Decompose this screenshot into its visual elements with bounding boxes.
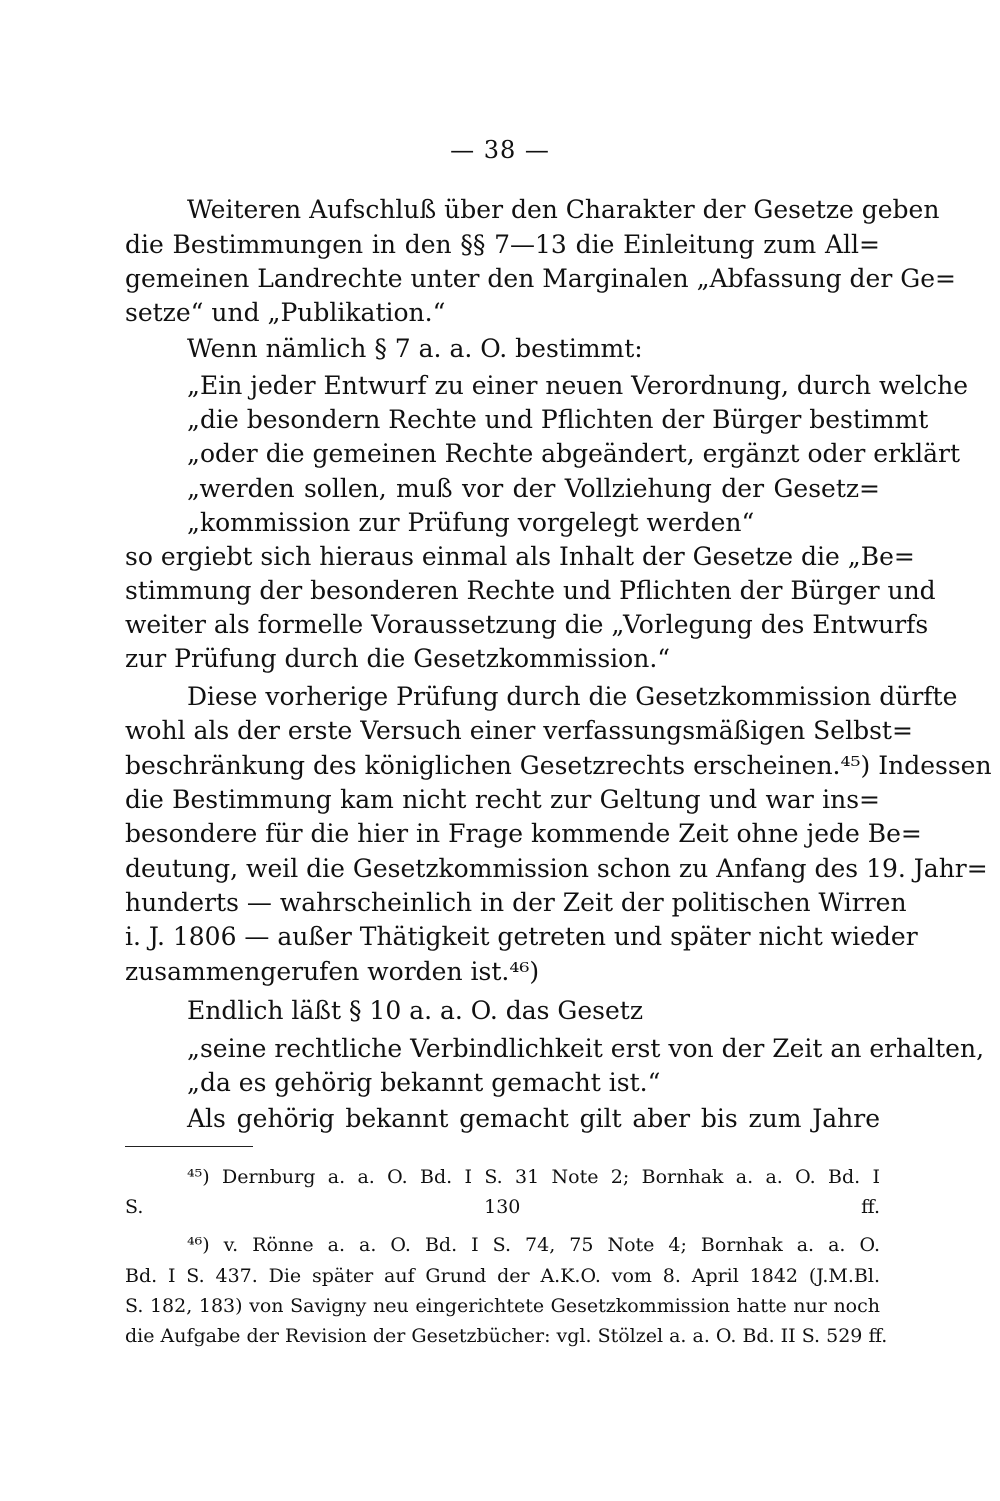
footnote-line: ⁴⁵) Dernburg a. a. O. Bd. I S. 31 Note 2; Bornhak a. a. O. Bd. I — [187, 1166, 880, 1188]
text-line: deutung, weil die Gesetzkommission schon zu Anfang des 19. Jahr= — [125, 854, 988, 883]
text-line: gemeinen Landrechte unter den Marginalen „Abfassung der Ge= — [125, 264, 956, 293]
quote-line: „oder die gemeinen Rechte abgeändert, ergänzt oder erklärt — [187, 439, 961, 468]
text-line: Endlich läßt § 10 a. a. O. das Gesetz — [187, 996, 644, 1025]
text-line: Als gehörig bekannt gemacht gilt aber bis zum Jahre — [187, 1104, 880, 1133]
text-line: besondere für die hier in Frage kommende Zeit ohne jede Be= — [125, 819, 922, 848]
footnote-separator — [125, 1146, 253, 1147]
text-line: beschränkung des königlichen Gesetzrechts erscheinen.⁴⁵) Indessen — [125, 751, 992, 780]
text-line: zur Prüfung durch die Gesetzkommission.“ — [125, 644, 671, 673]
text-line: stimmung der besonderen Rechte und Pflichten der Bürger und — [125, 576, 936, 605]
quote-line: „die besondern Rechte und Pflichten der Bürger bestimmt — [187, 405, 929, 434]
text-line: Diese vorherige Prüfung durch die Gesetzkommission dürfte — [187, 682, 958, 711]
quote-line: „kommission zur Prüfung vorgelegt werden“ — [187, 508, 755, 537]
text-line: die Bestimmungen in den §§ 7—13 die Einleitung zum All= — [125, 230, 880, 259]
quote-line: „seine rechtliche Verbindlichkeit erst von der Zeit an erhalten, — [187, 1034, 985, 1063]
text-line: hunderts — wahrscheinlich in der Zeit der politischen Wirren — [125, 888, 907, 917]
footnote-line: ⁴⁶) v. Rönne a. a. O. Bd. I S. 74, 75 Note 4; Bornhak a. a. O. — [187, 1234, 880, 1256]
text-line: setze“ und „Publikation.“ — [125, 298, 446, 327]
footnote-line: S. 130 ff. — [125, 1196, 880, 1218]
footnote-line: S. 182, 183) von Savigny neu eingerichtete Gesetzkommission hatte nur noch — [125, 1295, 880, 1317]
quote-line: „da es gehörig bekannt gemacht ist.“ — [187, 1068, 661, 1097]
text-line: i. J. 1806 — außer Thätigkeit getreten und später nicht wieder — [125, 922, 918, 951]
text-line: wohl als der erste Versuch einer verfassungsmäßigen Selbst= — [125, 716, 913, 745]
page-number: — 38 — — [450, 136, 550, 164]
footnote-line: Bd. I S. 437. Die später auf Grund der A.K.O. vom 8. April 1842 (J.M.Bl. — [125, 1265, 880, 1287]
quote-line: „werden sollen, muß vor der Vollziehung der Gesetz= — [187, 474, 880, 503]
text-line: Weiteren Aufschluß über den Charakter der Gesetze geben — [187, 195, 940, 224]
quote-line: „Ein jeder Entwurf zu einer neuen Verordnung, durch welche — [187, 371, 969, 400]
text-line: weiter als formelle Voraussetzung die „Vorlegung des Entwurfs — [125, 610, 929, 639]
text-line: Wenn nämlich § 7 a. a. O. bestimmt: — [187, 334, 643, 363]
footnote-line: die Aufgabe der Revision der Gesetzbücher: vgl. Stölzel a. a. O. Bd. II S. 529 ff. — [125, 1325, 888, 1347]
text-line: so ergiebt sich hieraus einmal als Inhalt der Gesetze die „Be= — [125, 542, 915, 571]
text-line: die Bestimmung kam nicht recht zur Geltung und war ins= — [125, 785, 880, 814]
text-line: zusammengerufen worden ist.⁴⁶) — [125, 957, 540, 986]
